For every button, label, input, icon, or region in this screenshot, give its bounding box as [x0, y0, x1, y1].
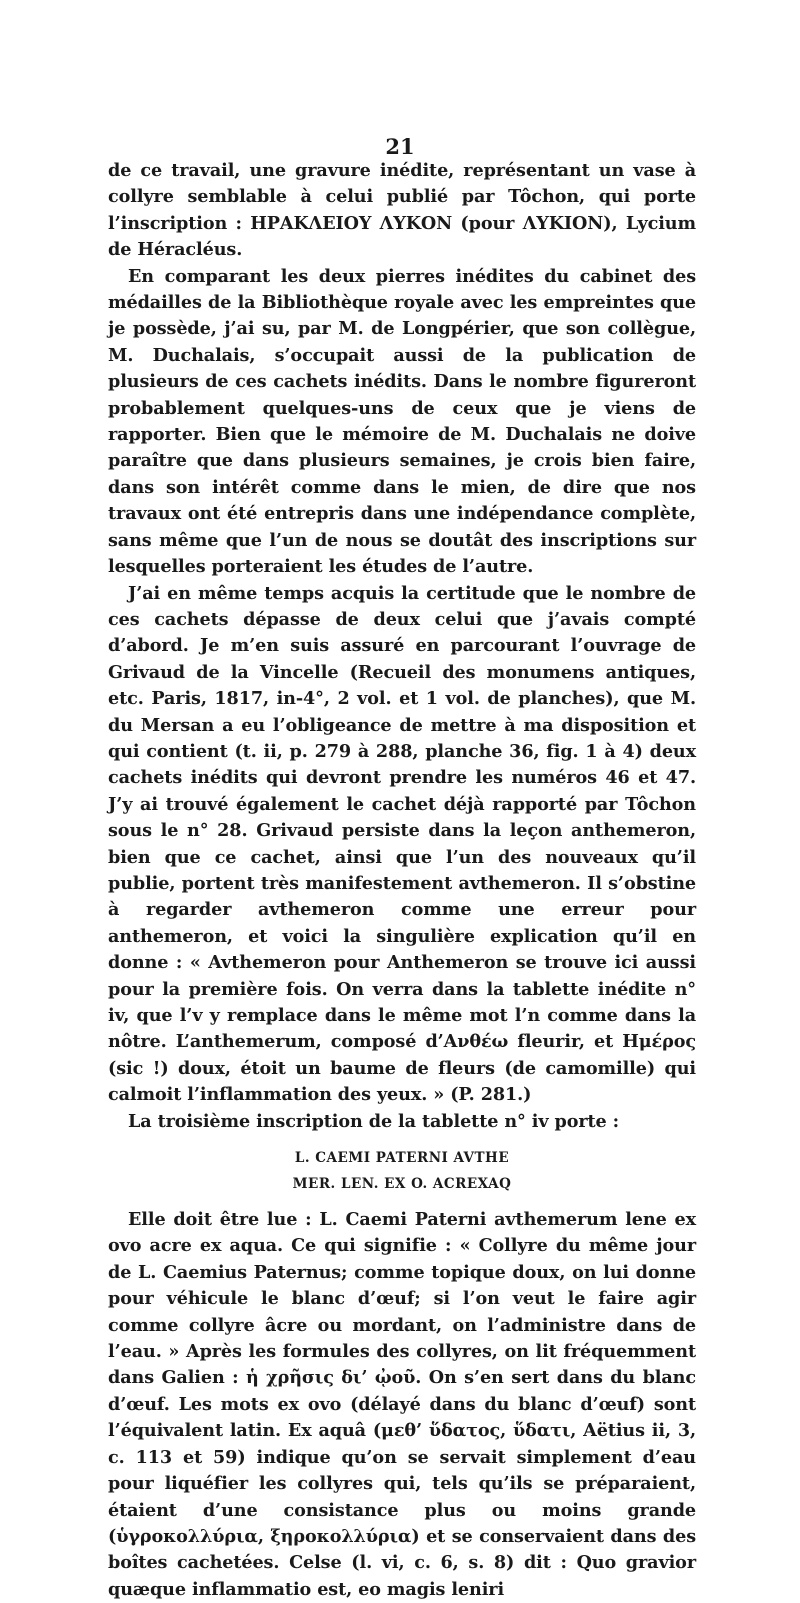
inscription-line: L. CAEMI PATERNI AVTHE [294, 1150, 510, 1167]
inscription-line: MER. LEN. EX O. ACREXAQ [292, 1176, 512, 1193]
body-text [108, 158, 696, 1603]
paragraph: En comparant les deux pierres inédites du cabinet des médailles de la Bibliothèque royale avec les empreintes que je possède, j’ai su, par M. de Longpérier, que son collègue, M. Duchalais, s’occupait aussi de la publication de plusieurs de ces cachets inédits. Dans le nombre figureront probablement quelques-uns de ceux que je viens de rapporter. Bien que le mémoire de M. Duchalais ne doive paraître que dans plusieurs semaines, je crois bien faire, dans son intérêt comme dans le mien, de dire que nos travaux ont été entrepris dans une indépendance complète, sans même que l’un de nous se doutât des inscriptions sur lesquelles porteraient les études de l’autre. [108, 265, 696, 578]
paragraph: La troisième inscription de la tablette n° iv porte : [128, 1110, 620, 1132]
page-number: 21 [385, 134, 415, 159]
paragraph: Elle doit être lue : L. Caemi Paterni avthemerum lene ex ovo acre ex aqua. Ce qui signifie : « Collyre du même jour de L. Caemius Paternus; comme topique doux, on lui donne pour véhicule le blanc d’œuf; si l’on veut le faire agir comme collyre âcre ou mordant, on l’administre dans de l’eau. » Après les formules des collyres, on lit fréquemment dans Galien : ἡ χρῆσις δι’ ᾠοῦ. On s’en sert dans du blanc d’œuf. Les mots ex ovo (délayé dans du blanc d’œuf) sont l’équivalent latin. Ex aquâ (μεθ’ ὕδατος, ὕδατι, Aëtius ii, 3, c. 113 et 59) indique qu’on se servait simplement d’eau pour liquéfier les collyres qui, tels qu’ils se préparaient, étaient d’une consistance plus ou moins grande (ὑγροκολλύρια, ξηροκολλύρια) et se conservaient dans des boîtes cachetées. Celse (l. vi, c. 6, s. 8) dit : Quo gravior quæque inflammatio est, eo magis leniri [108, 1209, 696, 1600]
paragraph: de ce travail, une gravure inédite, représentant un vase à collyre semblable à celui publié par Tôchon, qui porte l’inscription : ΗΡΑΚΛΕΙΟΥ ΛΥΚΟΝ (pour ΛΥΚΙΟΝ), Lycium de Héracléus. [108, 160, 696, 261]
inscription-block [108, 1145, 696, 1197]
paragraph: J’ai en même temps acquis la certitude que le nombre de ces cachets dépasse de deux celui que j’avais compté d’abord. Je m’en suis assuré en parcourant l’ouvrage de Grivaud de la Vincelle (Recueil des monumens antiques, etc. Paris, 1817, in-4°, 2 vol. et 1 vol. de planches), que M. du Mersan a eu l’obligeance de mettre à ma disposition et qui contient (t. ii, p. 279 à 288, planche 36, fig. 1 à 4) deux cachets inédits qui devront prendre les numéros 46 et 47. J’y ai trouvé également le cachet déjà rapporté par Tôchon sous le n° 28. Grivaud persiste dans la leçon anthemeron, bien que ce cachet, ainsi que l’un des nouveaux qu’il publie, portent très manifestement avthemeron. Il s’obstine à regarder avthemeron comme une erreur pour anthemeron, et voici la singulière explication qu’il en donne : « Avthemeron pour Anthemeron se trouve ici aussi pour la première fois. On verra dans la tablette inédite n° iv, que l’v y remplace dans le même mot l’n comme dans la nôtre. L’anthemerum, composé d’Ανθέω fleurir, et Ημέρος (sic !) doux, étoit un baume de fleurs (de camomille) qui calmoit l’inflammation des yeux. » (P. 281.) [108, 582, 696, 1106]
